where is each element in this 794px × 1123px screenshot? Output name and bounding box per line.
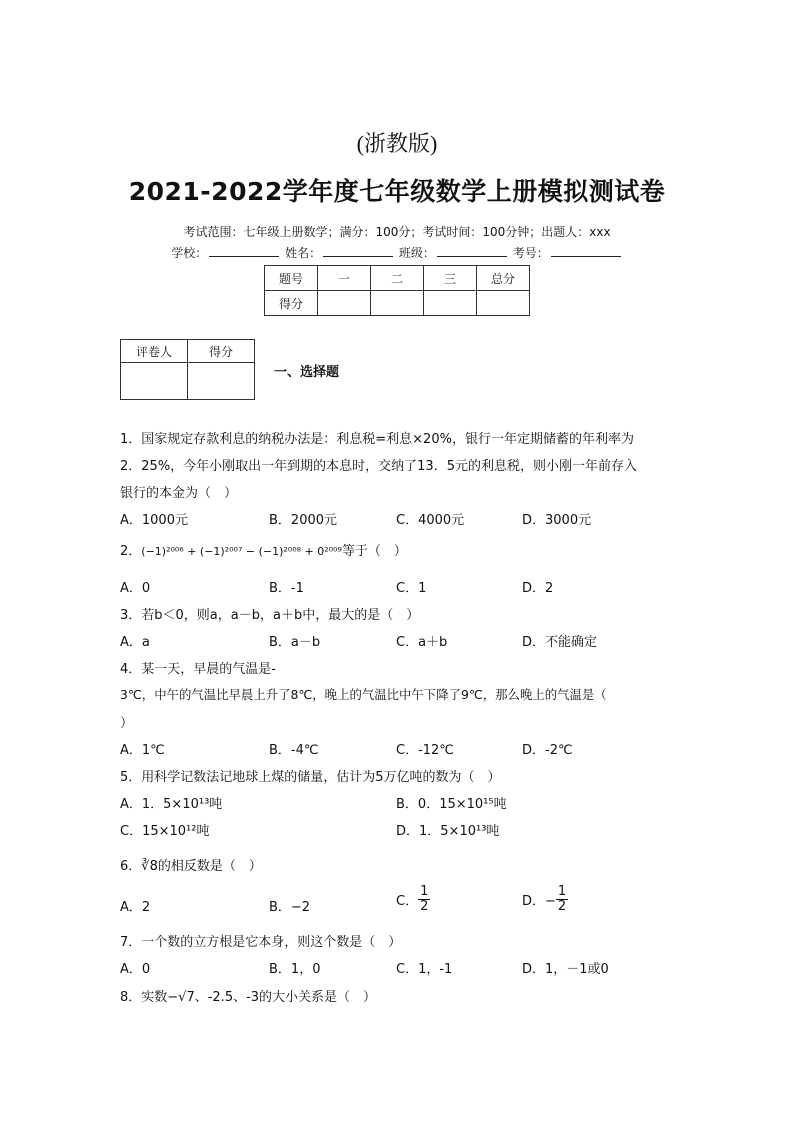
grader-table (120, 339, 255, 400)
exam-title: 2021-2022学年度七年级数学上册模拟测试卷 (128, 177, 666, 206)
q6-option-c-label: C． (396, 894, 419, 909)
question-6-suffix: 的相反数是（ ） (157, 859, 262, 874)
score-table-cell: 二 (371, 266, 424, 291)
q1-option-b[interactable]: B．2000元 (269, 513, 338, 528)
grader-score-label: 得分 (188, 340, 255, 363)
question-5: 5．用科学记数法记地球上煤的储量，估计为5万亿吨的数为（ ） (120, 770, 501, 785)
q7-option-c[interactable]: C．1，-1 (396, 962, 453, 977)
q4-option-d[interactable]: D．-2℃ (522, 743, 573, 758)
name-label: 姓名： (285, 246, 322, 260)
score-table-cell: 一 (318, 266, 371, 291)
q6-option-a[interactable]: A．2 (120, 900, 151, 915)
q4-option-a[interactable]: A．1℃ (120, 743, 165, 758)
question-8: 8．实数−√7、-2.5、-3的大小关系是（ ） (120, 990, 377, 1005)
fraction-numerator: 1 (420, 884, 429, 899)
grader-score-cell[interactable] (188, 363, 255, 400)
q6-option-d[interactable] (522, 885, 568, 914)
student-fields (0, 244, 794, 261)
name-blank[interactable] (323, 244, 393, 257)
question-1-line-1: 1．国家规定存款利息的纳税办法是：利息税=利息×20%，银行一年定期储蓄的年利率为 (120, 432, 634, 447)
q4-option-c[interactable]: C．-12℃ (396, 743, 454, 758)
grader-blank-row (121, 363, 255, 400)
question-4-line-3: ） (120, 716, 134, 731)
grader-cell[interactable] (121, 363, 188, 400)
fraction-denominator: 2 (557, 899, 567, 914)
question-7: 7．一个数的立方根是它本身，则这个数是（ ） (120, 935, 402, 950)
q1-option-d[interactable]: D．3000元 (522, 513, 592, 528)
q3-option-a[interactable]: A．a (120, 635, 150, 650)
score-table-cell[interactable] (318, 291, 371, 316)
q5-option-a[interactable]: A．1．5×10¹³吨 (120, 797, 223, 812)
score-table-cell: 得分 (265, 291, 318, 316)
q2-option-a[interactable]: A．0 (120, 581, 151, 596)
question-3: 3．若b＜0，则a，a－b，a＋b中，最大的是（ ） (120, 608, 420, 623)
question-2-expression: (−1)²⁰⁰⁶ + (−1)²⁰⁰⁷ − (−1)²⁰⁰⁸ + 0²⁰⁰⁹ (141, 545, 342, 558)
question-6-radical: ∛8 (141, 859, 158, 874)
q3-option-c[interactable]: C．a＋b (396, 635, 448, 650)
q6-option-d-fraction (556, 885, 568, 914)
q6-option-b[interactable]: B．−2 (269, 900, 311, 915)
question-2 (120, 540, 407, 559)
q5-option-b[interactable]: B．0．15×10¹⁵吨 (396, 797, 507, 812)
score-table-cell: 题号 (265, 266, 318, 291)
score-table-cell: 三 (424, 266, 477, 291)
question-2-prefix: 2． (120, 544, 142, 559)
q1-option-a[interactable]: A．1000元 (120, 513, 188, 528)
q6-option-c[interactable] (396, 885, 430, 914)
fraction-numerator: 1 (557, 884, 567, 899)
score-table-header-row (265, 266, 530, 291)
q3-option-b[interactable]: B．a－b (269, 635, 321, 650)
grader-label: 评卷人 (121, 340, 188, 363)
score-table-cell[interactable] (424, 291, 477, 316)
q2-option-d[interactable]: D．2 (522, 581, 554, 596)
school-blank[interactable] (209, 244, 279, 257)
question-1-line-3: 银行的本金为（ ） (120, 486, 238, 501)
question-4-line-2: 3℃，中午的气温比早晨上升了8℃，晚上的气温比中午下降了9℃，那么晚上的气温是（ (120, 687, 607, 702)
q2-option-b[interactable]: B．-1 (269, 581, 304, 596)
q7-option-a[interactable]: A．0 (120, 962, 151, 977)
score-table-cell[interactable] (371, 291, 424, 316)
q3-option-d[interactable]: D．不能确定 (522, 635, 598, 650)
examno-blank[interactable] (551, 244, 621, 257)
exam-info: 考试范围：七年级上册数学；满分：100分；考试时间：100分钟；出题人：xxx (183, 225, 611, 239)
q7-option-b[interactable]: B．1，0 (269, 962, 321, 977)
class-blank[interactable] (437, 244, 507, 257)
examno-label: 考号： (512, 246, 549, 260)
grader-header-row (121, 340, 255, 363)
question-6-prefix: 6． (120, 859, 142, 874)
q7-option-d[interactable]: D．1，－1或0 (522, 962, 609, 977)
score-table-score-row (265, 291, 530, 316)
q1-option-c[interactable]: C．4000元 (396, 513, 465, 528)
edition-label: (浙教版) (356, 131, 438, 156)
q4-option-b[interactable]: B．-4℃ (269, 743, 319, 758)
question-1-line-2: 2．25%，今年小刚取出一年到期的本息时，交纳了13．5元的利息税，则小刚一年前存入 (120, 459, 637, 474)
q5-option-c[interactable]: C．15×10¹²吨 (120, 824, 210, 839)
score-table-cell: 总分 (477, 266, 530, 291)
q5-option-d[interactable]: D．1．5×10¹³吨 (396, 824, 500, 839)
q2-option-c[interactable]: C．1 (396, 581, 427, 596)
q6-option-c-fraction (418, 885, 430, 914)
class-label: 班级： (398, 246, 435, 260)
q6-option-d-label: D．− (522, 894, 556, 909)
question-4-line-1: 4．某一天，早晨的气温是- (120, 662, 276, 677)
section-title: 一、选择题 (274, 365, 340, 380)
question-2-suffix: 等于（ ） (341, 544, 407, 559)
fraction-denominator: 2 (420, 899, 429, 914)
school-label: 学校： (171, 246, 208, 260)
score-table (264, 265, 530, 316)
score-table-cell[interactable] (477, 291, 530, 316)
question-6 (120, 855, 262, 874)
